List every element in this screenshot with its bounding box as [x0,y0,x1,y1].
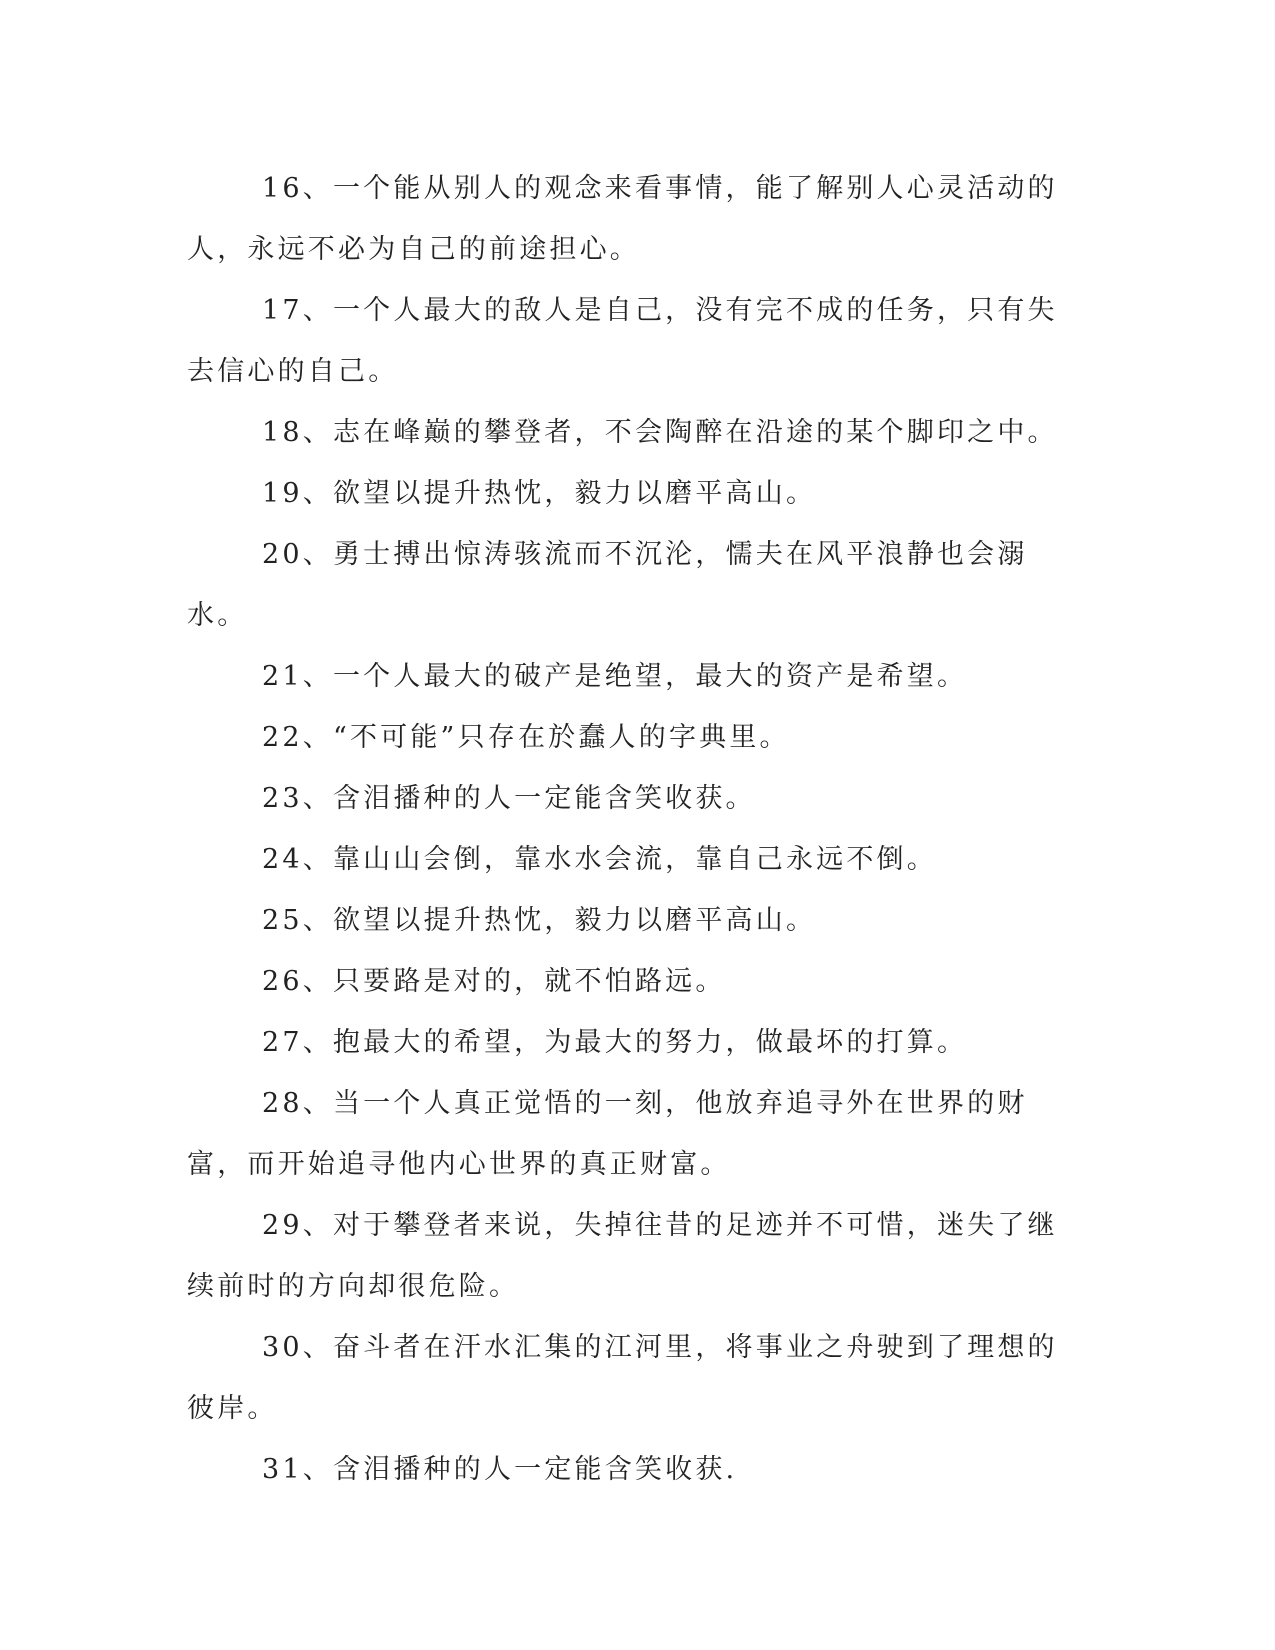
paragraph-21: 21、一个人最大的破产是绝望，最大的资产是希望。 [262,661,968,692]
paragraph-20: 20、勇士搏出惊涛骇流而不沉沦，懦夫在风平浪静也会溺水。 [187,539,1028,631]
document-body [187,158,1067,1500]
paragraph-26: 26、只要路是对的，就不怕路远。 [262,966,726,997]
paragraph-29: 29、对于攀登者来说，失掉往昔的足迹并不可惜，迷失了继续前时的方向却很危险。 [187,1210,1058,1302]
paragraph-30: 30、奋斗者在汗水汇集的江河里，将事业之舟驶到了理想的彼岸。 [187,1332,1058,1424]
paragraph-23: 23、含泪播种的人一定能含笑收获。 [262,783,756,814]
paragraph-24: 24、靠山山会倒，靠水水会流，靠自己永远不倒。 [262,844,937,875]
paragraph-22: 22、“不可能”只存在於蠢人的字典里。 [262,722,790,753]
paragraph-27: 27、抱最大的希望，为最大的努力，做最坏的打算。 [262,1027,968,1058]
paragraph-16: 16、一个能从别人的观念来看事情，能了解别人心灵活动的人，永远不必为自己的前途担心。 [187,173,1058,265]
paragraph-28: 28、当一个人真正觉悟的一刻，他放弃追寻外在世界的财富，而开始追寻他内心世界的真正财富。 [187,1088,1028,1180]
paragraph-31: 31、含泪播种的人一定能含笑收获. [262,1454,738,1485]
paragraph-19: 19、欲望以提升热忱，毅力以磨平高山。 [262,478,817,509]
paragraph-17: 17、一个人最大的敌人是自己，没有完不成的任务，只有失去信心的自己。 [187,295,1058,387]
paragraph-25: 25、欲望以提升热忱，毅力以磨平高山。 [262,905,817,936]
paragraph-18: 18、志在峰巅的攀登者，不会陶醉在沿途的某个脚印之中。 [262,417,1058,448]
